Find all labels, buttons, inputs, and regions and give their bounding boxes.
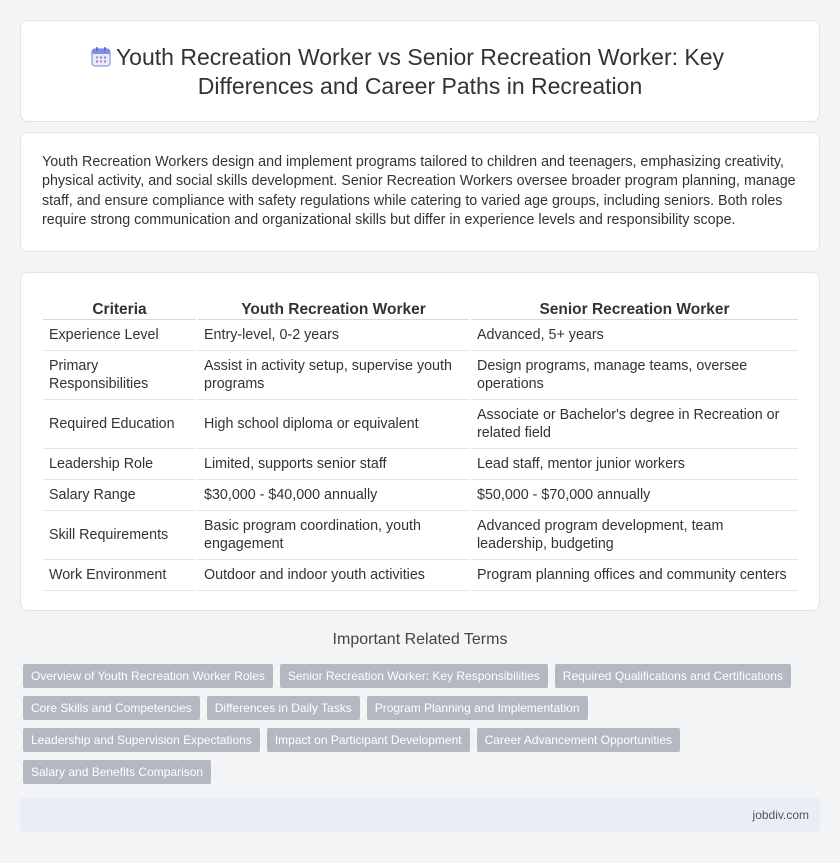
footer-site-link[interactable]: jobdiv.com xyxy=(752,808,809,822)
table-row xyxy=(43,479,798,510)
cell-youth: Limited, supports senior staff xyxy=(197,448,470,479)
table-row xyxy=(43,319,798,350)
related-term-tag[interactable]: Leadership and Supervision Expectations xyxy=(23,728,260,752)
cell-criteria: Work Environment xyxy=(43,559,197,590)
cell-senior: Lead staff, mentor junior workers xyxy=(470,448,798,479)
cell-youth: High school diploma or equivalent xyxy=(197,399,470,448)
cell-youth: Assist in activity setup, supervise youth programs xyxy=(197,350,470,399)
header-senior: Senior Recreation Worker xyxy=(470,295,798,319)
cell-senior: Associate or Bachelor's degree in Recreation or related field xyxy=(470,399,798,448)
cell-criteria: Skill Requirements xyxy=(43,510,197,559)
header-youth: Youth Recreation Worker xyxy=(197,295,470,319)
related-term-tag[interactable]: Core Skills and Competencies xyxy=(23,696,200,720)
cell-criteria: Required Education xyxy=(43,399,197,448)
cell-senior: $50,000 - $70,000 annually xyxy=(470,479,798,510)
intro-paragraph: Youth Recreation Workers design and implement programs tailored to children and teenagers, emphasizing creativity, physical activity, and social skills development. Senior Recreation Workers oversee broader program planning, manage staff, and ensure compliance with safety regulations while catering to varied age groups, including seniors. Both roles require strong communication and organizational skills but differ in experience levels and responsibility scope. xyxy=(42,154,796,228)
table-row xyxy=(43,448,798,479)
cell-criteria: Salary Range xyxy=(43,479,197,510)
related-term-tag[interactable]: Differences in Daily Tasks xyxy=(207,696,360,720)
comparison-table xyxy=(43,295,798,591)
table-header-row xyxy=(43,295,798,319)
table-row xyxy=(43,350,798,399)
cell-criteria: Leadership Role xyxy=(43,448,197,479)
cell-youth: Outdoor and indoor youth activities xyxy=(197,559,470,590)
related-term-tag[interactable]: Overview of Youth Recreation Worker Roles xyxy=(23,664,273,688)
cell-senior: Advanced, 5+ years xyxy=(470,319,798,350)
table-row xyxy=(43,399,798,448)
related-term-tag[interactable]: Impact on Participant Development xyxy=(267,728,470,752)
cell-youth: Entry-level, 0-2 years xyxy=(197,319,470,350)
header-criteria: Criteria xyxy=(43,295,197,319)
table-row xyxy=(43,559,798,590)
related-terms-list xyxy=(23,664,813,792)
cell-senior: Design programs, manage teams, oversee operations xyxy=(470,350,798,399)
related-term-tag[interactable]: Required Qualifications and Certifications xyxy=(555,664,791,688)
footer xyxy=(20,798,820,832)
title-card xyxy=(20,20,820,122)
intro-card xyxy=(20,132,820,252)
comparison-card xyxy=(20,272,820,611)
related-term-tag[interactable]: Senior Recreation Worker: Key Responsibilities xyxy=(280,664,548,688)
cell-criteria: Experience Level xyxy=(43,319,197,350)
related-term-tag[interactable]: Career Advancement Opportunities xyxy=(477,728,680,752)
cell-senior: Program planning offices and community centers xyxy=(470,559,798,590)
related-terms-heading: Important Related Terms xyxy=(332,631,508,648)
related-term-tag[interactable]: Salary and Benefits Comparison xyxy=(23,760,211,784)
cell-criteria: Primary Responsibilities xyxy=(43,350,197,399)
related-term-tag[interactable]: Program Planning and Implementation xyxy=(367,696,588,720)
cell-senior: Advanced program development, team leadership, budgeting xyxy=(470,510,798,559)
table-row xyxy=(43,510,798,559)
page-title: Youth Recreation Worker vs Senior Recreation Worker: Key Differences and Career Paths in Recreation xyxy=(115,44,725,99)
cell-youth: Basic program coordination, youth engagement xyxy=(197,510,470,559)
cell-youth: $30,000 - $40,000 annually xyxy=(197,479,470,510)
